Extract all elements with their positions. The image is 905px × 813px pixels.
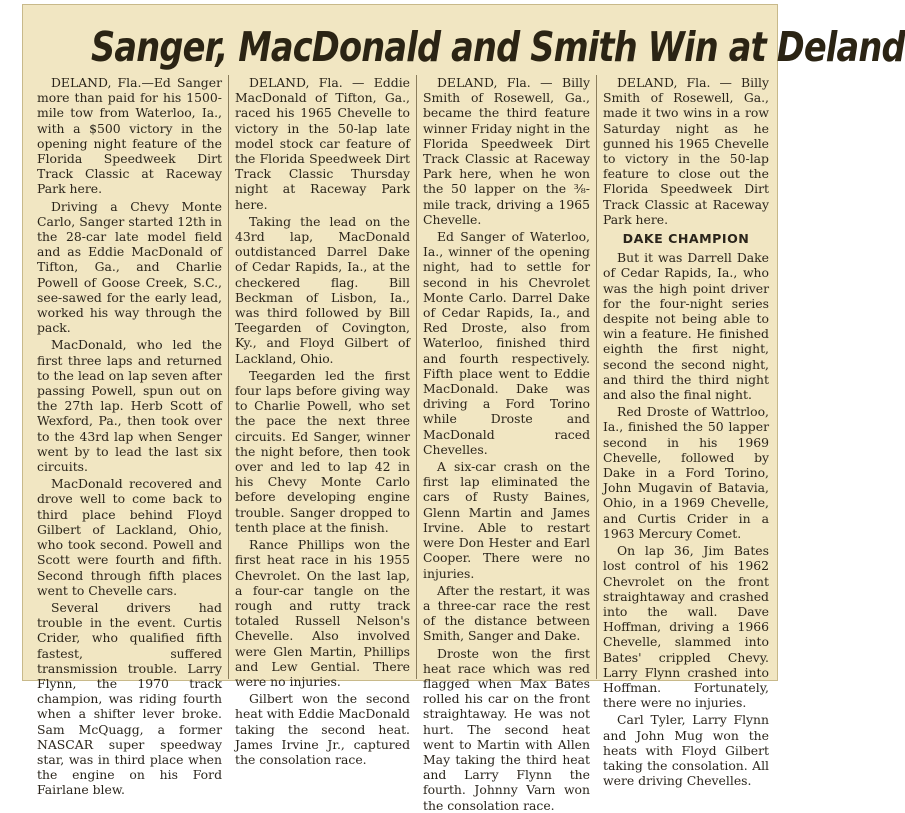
paragraph: Ed Sanger of Waterloo, Ia., winner of the opening night, had to settle for second in his Chevrolet Monte Carlo. Darrel Dake of Cedar Rapids, Ia., and Red Droste, also from Waterloo, finished third and fourth respectively. Fifth place went to Eddie MacDonald. Dake was driving a Ford Torino while Droste and MacDonald raced Chevelles. <box>423 229 590 457</box>
subhead: DAKE CHAMPION <box>622 231 750 247</box>
paragraph: DELAND, Fla. — Eddie MacDonald of Tifton, Ga., raced his 1965 Chevelle to victory in the 50-lap late model stock car feature of the Florida Speedweek Dirt Track Classic Thursday night at Raceway Park here. <box>235 75 410 212</box>
paragraph: DELAND, Fla.—Ed Sanger more than paid for his 1500-mile tow from Waterloo, Ia., with a $500 victory in the opening night feature of the Florida Speedweek Dirt Track Classic at Raceway Park here. <box>37 75 222 197</box>
paragraph: Teegarden led the first four laps before giving way to Charlie Powell, who set the pace the next three circuits. Ed Sanger, winner the night before, then took over and led to lap 42 in his Chevy Monte Carlo before developing engine trouble. Sanger dropped to tenth place at the finish. <box>235 367 410 535</box>
paragraph: After the restart, it was a three-car race the rest of the distance between Smith, Sanger and Dake. <box>423 582 590 644</box>
paragraph: Droste won the first heat race which was red flagged when Max Bates rolled his car on the front straightaway. He was not hurt. The second heat went to Martin with Allen May taking the third heat and Larry Flynn the fourth. Johnny Varn won the consolation race. <box>423 645 590 813</box>
paragraph: On lap 36, Jim Bates lost control of his 1962 Chevrolet on the front straightaway and crashed into the wall. Dave Hoffman, driving a 1966 Chevelle, slammed into Bates' crippled Chevy. Larry Flynn crashed into Hoffman. Fortunately, there were no injuries. <box>603 543 769 711</box>
paragraph: Rance Phillips won the first heat race in his 1955 Chevrolet. On the last lap, a four-car tangle on the rough and rutty track totaled Russell Nelson's Chevelle. Also involved were Glen Martin, Phillips and Lew Gential. There were no injuries. <box>235 537 410 689</box>
newspaper-clipping <box>22 4 905 813</box>
column-3 <box>416 75 596 813</box>
article-body <box>31 75 775 813</box>
paragraph: Gilbert won the second heat with Eddie MacDonald taking the second heat. James Irvine Jr., captured the consolation race. <box>235 691 410 767</box>
column-2 <box>228 75 416 767</box>
paragraph: Carl Tyler, Larry Flynn and John Mug won the heats with Floyd Gilbert taking the consolation. All were driving Chevelles. <box>603 712 769 789</box>
headline: Sanger, MacDonald and Smith Win at Deland <box>91 23 905 71</box>
paragraph: But it was Darrell Dake of Cedar Rapids, Ia., who was the high point driver for the four-night series despite not being able to win a feature. He finished eighth the first night, second the second night, and third the third night and also the final night. <box>603 250 769 403</box>
paragraph: MacDonald, who led the first three laps and returned to the lead on lap seven after passing Powell, spun out on the 27th lap. Herb Scott of Wexford, Pa., then took over to the 43rd lap when Senger went by to lead the last six circuits. <box>37 337 222 475</box>
paragraph: Red Droste of Wattrloo, Ia., finished the 50 lapper second in his 1969 Chevelle, followed by Dake in a Ford Torino, John Mugavin of Batavia, Ohio, in a 1969 Chevelle, and Curtis Crider in a 1963 Mercury Comet. <box>603 404 769 541</box>
paragraph: Taking the lead on the 43rd lap, MacDonald outdistanced Darrel Dake of Cedar Rapids, Ia., at the checkered flag. Bill Beckman of Lisbon, Ia., was third followed by Bill Teegarden of Covington, Ky., and Floyd Gilbert of Lackland, Ohio. <box>235 213 410 366</box>
column-1 <box>31 75 228 798</box>
column-4 <box>596 75 775 789</box>
paragraph: A six-car crash on the first lap eliminated the cars of Rusty Baines, Glenn Martin and James Irvine. Able to restart were Don Hester and Earl Cooper. There were no injuries. <box>423 459 590 581</box>
paragraph: DELAND, Fla. — Billy Smith of Rosewell, Ga., made it two wins in a row Saturday night as he gunned his 1965 Chevelle to victory in the 50-lap feature to close out the Florida Speedweek Dirt Track Classic at Raceway Park here. <box>603 75 769 227</box>
paragraph: Driving a Chevy Monte Carlo, Sanger started 12th in the 28-car late model field and as Eddie MacDonald of Tifton, Ga., and Charlie Powell of Goose Creek, S.C., see-sawed for the early lead, worked his way through the pack. <box>37 198 222 336</box>
paragraph: MacDonald recovered and drove well to come back to third place behind Floyd Gilbert of Lackland, Ohio, who took second. Powell and Scott were fourth and fifth. Second through fifth places went to Chevelle cars. <box>37 476 222 598</box>
paragraph: Several drivers had trouble in the event. Curtis Crider, who qualified fifth fastest, suffered transmission trouble. Larry Flynn, the 1970 track champion, was riding fourth when a shifter lever broke. Sam McQuagg, a former NASCAR super speedway star, was in third place when the engine on his Ford Fairlane blew. <box>37 599 222 798</box>
paragraph: DELAND, Fla. — Billy Smith of Rosewell, Ga., became the third feature winner Friday night in the Florida Speedweek Dirt Track Classic at Raceway Park here, when he won the 50 lapper on the ⅜-mile track, driving a 1965 Chevelle. <box>423 75 590 227</box>
